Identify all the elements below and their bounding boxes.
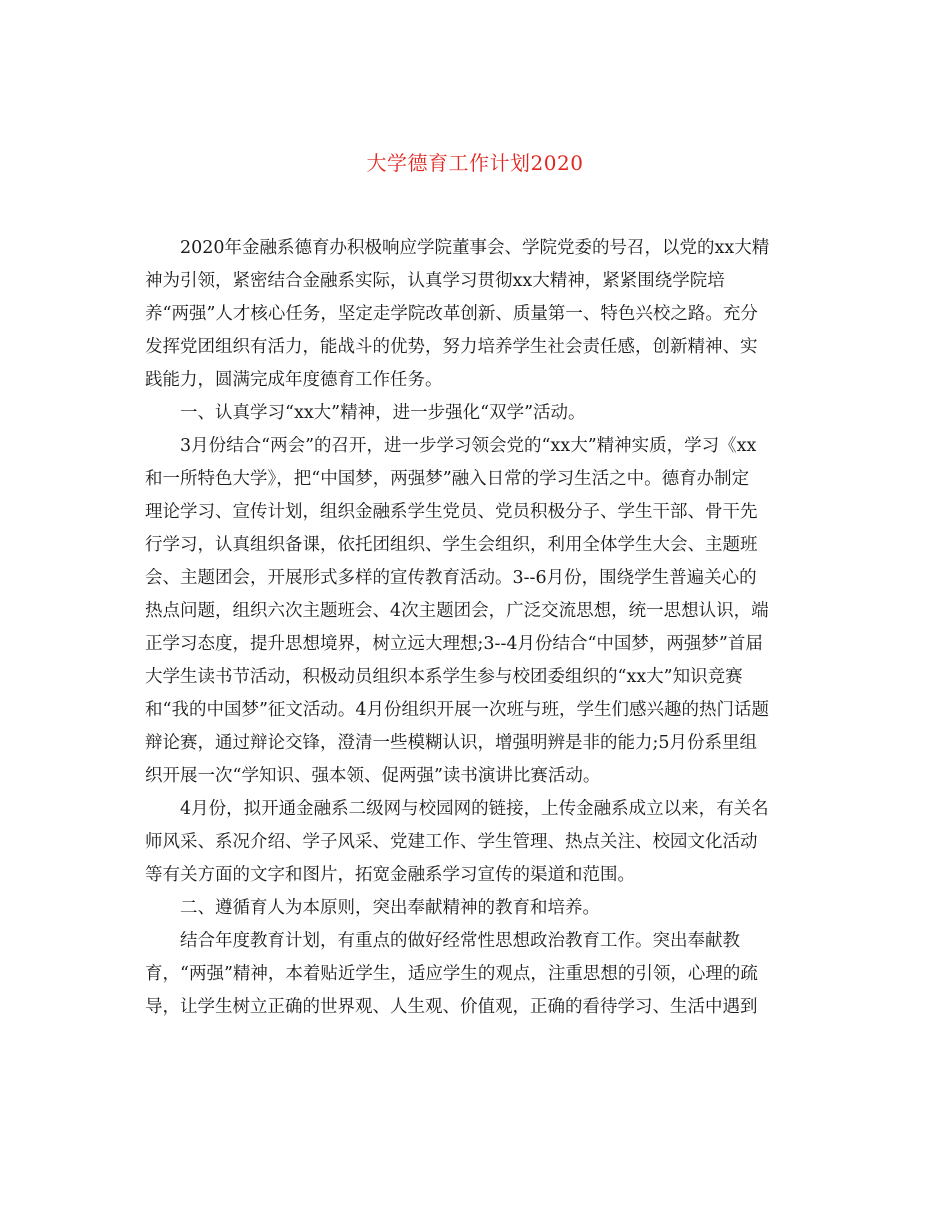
text-line: 神为引领，紧密结合金融系实际，认真学习贯彻xx大精神，紧紧围绕学院培 xyxy=(145,271,725,291)
text-line: 导，让学生树立正确的世界观、人生观、价值观，正确的看待学习、生活中遇到 xyxy=(145,997,758,1017)
text-line: 发挥党团组织有活力，能战斗的优势，努力培养学生社会责任感，创新精神、实 xyxy=(145,337,758,357)
text-line: 3月份结合“两会”的召开，进一步学习领会党的“xx大”精神实质，学习《xx xyxy=(180,436,757,456)
text-line: 2020年金融系德育办积极响应学院董事会、学院党委的号召，以党的xx大精 xyxy=(180,238,770,258)
text-line: 养“两强”人才核心任务，坚定走学院改革创新、质量第一、特色兴校之路。充分 xyxy=(145,304,758,324)
text-line: 二、遵循育人为本原则，突出奉献精神的教育和培养。 xyxy=(180,898,600,918)
text-line: 育，“两强”精神，本着贴近学生，适应学生的观点，注重思想的引领，心理的疏 xyxy=(145,964,758,984)
text-line: 会、主题团会，开展形式多样的宣传教育活动。3--6月份，围绕学生普遍关心的 xyxy=(145,568,757,588)
text-line: 践能力，圆满完成年度德育工作任务。 xyxy=(145,370,443,390)
text-line: 辩论赛，通过辩论交锋，澄清一些模糊认识，增强明辨是非的能力;5月份系里组 xyxy=(145,733,758,753)
text-line: 和一所特色大学》，把“中国梦，两强梦”融入日常的学习生活之中。德育办制定 xyxy=(145,469,750,489)
text-line: 织开展一次“学知识、强本领、促两强”读书演讲比赛活动。 xyxy=(145,766,601,786)
text-line: 行学习，认真组织备课，依托团组织、学生会组织，利用全体学生大会、主题班 xyxy=(145,535,758,555)
text-line: 师风采、系况介绍、学子风采、党建工作、学生管理、热点关注、校园文化活动 xyxy=(145,832,758,852)
text-line: 理论学习、宣传计划，组织金融系学生党员、党员积极分子、学生干部、骨干先 xyxy=(145,502,758,522)
text-line: 4月份，拟开通金融系二级网与校园网的链接，上传金融系成立以来，有关名 xyxy=(180,799,769,819)
text-line: 大学生读书节活动，积极动员组织本系学生参与校团委组织的“xx大”知识竞赛 xyxy=(145,667,743,687)
document-body xyxy=(145,232,807,1024)
text-line: 热点问题，组织六次主题班会、4次主题团会，广泛交流思想，统一思想认识，端 xyxy=(145,601,769,621)
document-title: 大学德育工作计划2020 xyxy=(366,151,584,175)
text-line: 等有关方面的文字和图片，拓宽金融系学习宣传的渠道和范围。 xyxy=(145,865,635,885)
text-line: 正学习态度，提升思想境界，树立远大理想;3--4月份结合“中国梦，两强梦”首届 xyxy=(145,634,763,654)
text-line: 一、认真学习“xx大”精神，进一步强化“双学”活动。 xyxy=(180,403,586,423)
text-line: 和“我的中国梦”征文活动。4月份组织开展一次班与班，学生们感兴趣的热门话题 xyxy=(145,700,770,720)
text-line: 结合年度教育计划，有重点的做好经常性思想政治教育工作。突出奉献教 xyxy=(180,931,740,951)
